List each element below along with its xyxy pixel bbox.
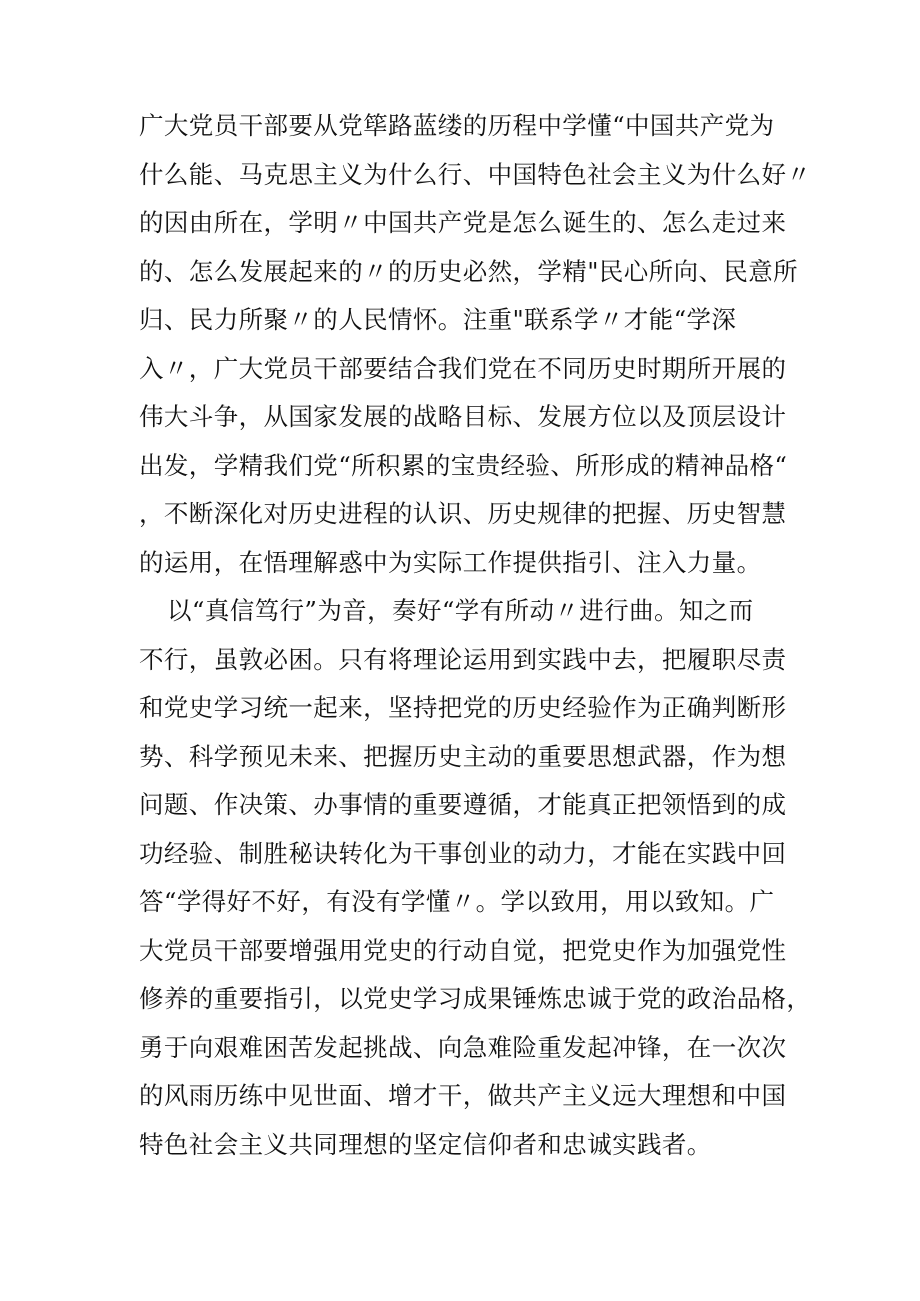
text-line: 大党员干部要增强用党史的行动自觉，把党史作为加强党性 [139, 935, 787, 965]
text-line: 出发，学精我们党“所积累的宝贵经验、所形成的精神品格“ [139, 450, 788, 480]
text-line: 的、怎么发展起来的〃的历史必然，学精"民心所向、民意所 [139, 256, 799, 286]
text-line: 的风雨历练中见世面、增才干，做共产主义远大理想和中国 [139, 1081, 787, 1110]
paragraph-1 [139, 102, 812, 587]
paragraph-2 [139, 587, 812, 1169]
text-line: 勇于向艰难困苦发起挑战、向急难险重发起冲锋，在一次次 [139, 1032, 787, 1062]
text-line: 的因由所在，学明〃中国共产党是怎么诞生的、怎么走过来 [139, 208, 787, 237]
text-line: 问题、作决策、办事情的重要遵循，才能真正把领悟到的成 [139, 790, 787, 819]
text-line: 归、民力所聚〃的人民情怀。注重"联系学〃才能“学深 [139, 305, 737, 334]
text-line: 不行，虽敦必困。只有将理论运用到实践中去，把履职尽责 [139, 644, 787, 674]
text-line: 特色社会主义共同理想的坚定信仰者和忠诚实践者。 [139, 1129, 712, 1159]
text-line: 答“学得好不好，有没有学懂〃。学以致用，用以致知。广 [139, 887, 775, 916]
text-line: 伟大斗争，从国家发展的战略目标、发展方位以及顶层设计 [139, 402, 787, 431]
text-line: 的运用，在悟理解惑中为实际工作提供指引、注入力量。 [139, 547, 762, 577]
text-line: 和党史学习统一起来，坚持把党的历史经验作为正确判断形 [139, 693, 787, 722]
text-line: 功经验、制胜秘诀转化为干事创业的动力，才能在实践中回 [139, 838, 787, 868]
text-line: 广大党员干部要从党筚路蓝缕的历程中学懂“中国共产党为 [139, 111, 775, 140]
text-line: 入〃，广大党员干部要结合我们党在不同历史时期所开展的 [139, 353, 787, 383]
body-text [139, 102, 812, 1169]
text-line: 修养的重要指引，以党史学习成果锤炼忠诚于党的政治品格， [139, 984, 812, 1013]
text-line: ，不断深化对历史进程的认识、历史规律的把握、历史智慧 [139, 499, 787, 528]
text-line: 什么能、马克思主义为什么行、中国特色社会主义为什么好〃 [139, 159, 812, 189]
text-line: 势、科学预见未来、把握历史主动的重要思想武器，作为想 [139, 741, 787, 771]
text-line: 以“真信笃行”为音，奏好“学有所动〃进行曲。知之而 [167, 596, 754, 625]
